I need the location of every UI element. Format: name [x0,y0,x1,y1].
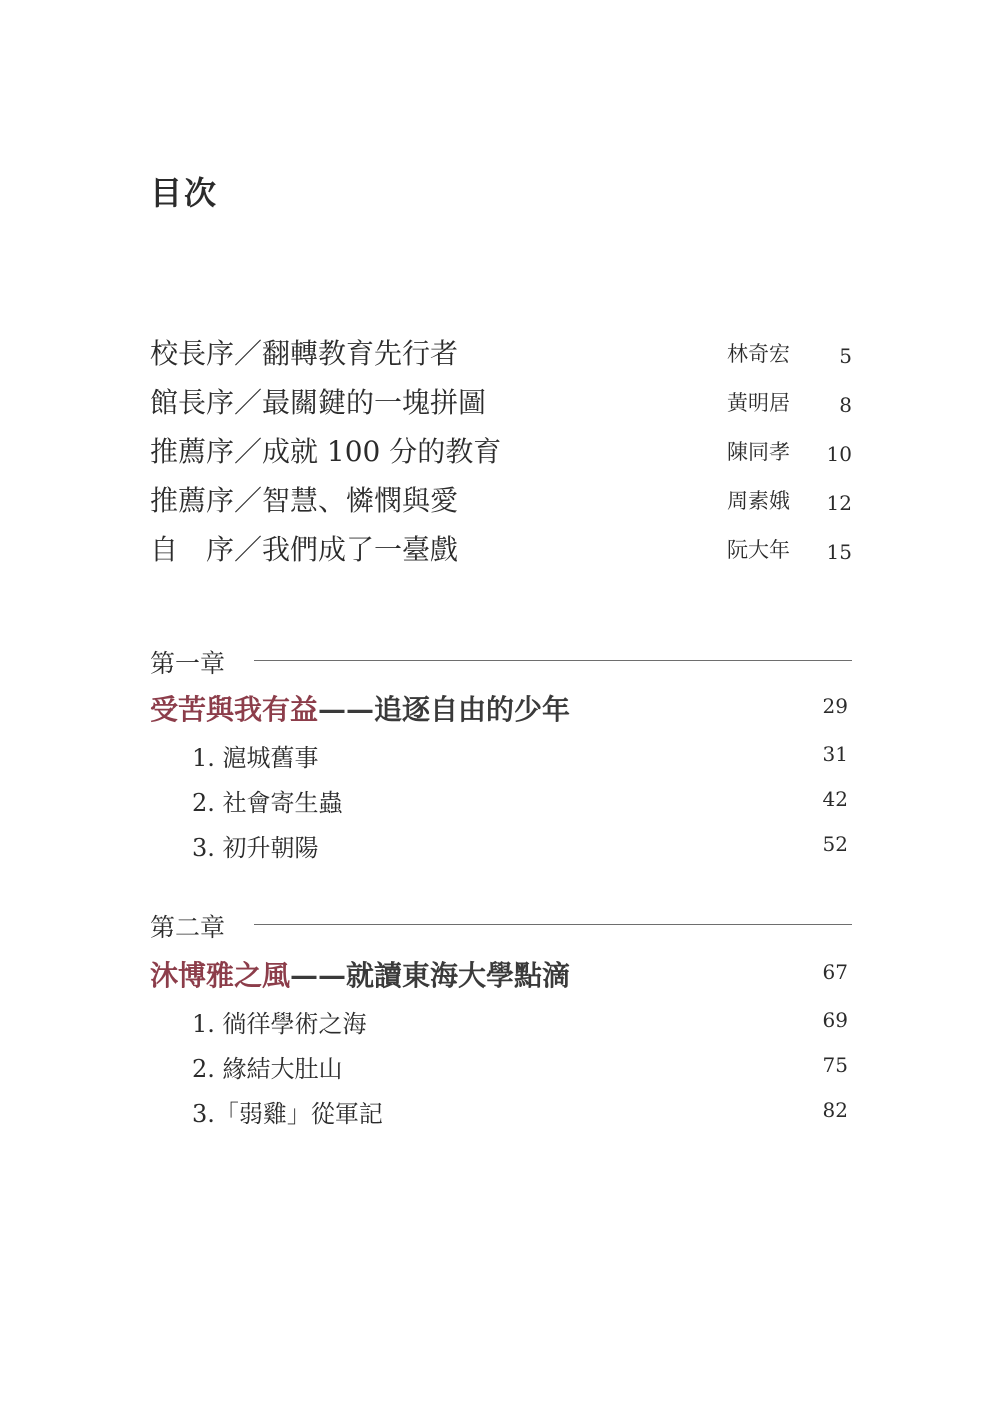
page-number: 52 [822,832,848,856]
chapter-header [150,644,852,678]
page-title: 目次 [150,174,219,212]
section-title: 3. 初升朝陽 [192,834,319,862]
preface-title: 推薦序／智慧、憐憫與愛 [150,484,459,517]
page-number: 42 [822,787,848,811]
preface-author: 周素娥 [727,489,790,513]
chapter-title-subtitle: ——就讀東海大學點滴 [290,959,571,992]
page-number: 82 [822,1098,848,1122]
section-title: 2. 緣結大肚山 [192,1055,343,1083]
chapter-title [150,954,570,994]
preface-title: 推薦序／成就 100 分的教育 [150,435,502,468]
section-title: 3.「弱雞」從軍記 [192,1100,383,1128]
preface-entry[interactable] [150,332,852,381]
chapter-divider [254,660,852,661]
page-number: 8 [839,393,852,417]
page-number: 10 [826,442,852,466]
preface-list [150,332,852,577]
chapter-label: 第二章 [150,908,243,944]
preface-author: 陳同孝 [727,440,790,464]
preface-entry[interactable] [150,479,852,528]
preface-entry[interactable] [150,528,852,577]
page-number: 15 [826,540,852,564]
chapter-title-accent: 沐博雅之風 [150,959,291,992]
page-number: 5 [839,344,852,368]
section-entry[interactable] [150,738,852,783]
chapter-title-subtitle: ——追逐自由的少年 [318,693,571,726]
preface-author: 林奇宏 [727,342,790,366]
section-title: 2. 社會寄生蟲 [192,789,343,817]
chapter-label: 第一章 [150,644,243,680]
preface-author: 阮大年 [727,538,790,562]
preface-title: 自 序／我們成了一臺戲 [150,533,459,566]
chapter-title-accent: 受苦與我有益 [150,693,319,726]
chapter-title-entry[interactable] [150,954,852,1004]
preface-entry[interactable] [150,381,852,430]
preface-author: 黃明居 [727,391,790,415]
chapter-header [150,908,852,942]
chapter-two [150,908,852,1139]
section-entry[interactable] [150,828,852,873]
page-number: 67 [822,960,848,984]
page-number: 69 [822,1008,848,1032]
preface-title: 館長序／最關鍵的一塊拼圖 [150,386,487,419]
chapter-title-entry[interactable] [150,688,852,738]
page-number: 12 [826,491,852,515]
page-number: 31 [822,742,848,766]
preface-entry[interactable] [150,430,852,479]
section-entry[interactable] [150,783,852,828]
page-number: 75 [822,1053,848,1077]
chapter-title [150,688,570,728]
section-entry[interactable] [150,1049,852,1094]
section-title: 1. 滬城舊事 [192,744,319,772]
chapter-divider [254,924,852,925]
chapter-one [150,644,852,873]
section-entry[interactable] [150,1094,852,1139]
preface-title: 校長序／翻轉教育先行者 [150,337,459,370]
page-number: 29 [822,694,848,718]
section-title: 1. 徜徉學術之海 [192,1010,367,1038]
section-entry[interactable] [150,1004,852,1049]
